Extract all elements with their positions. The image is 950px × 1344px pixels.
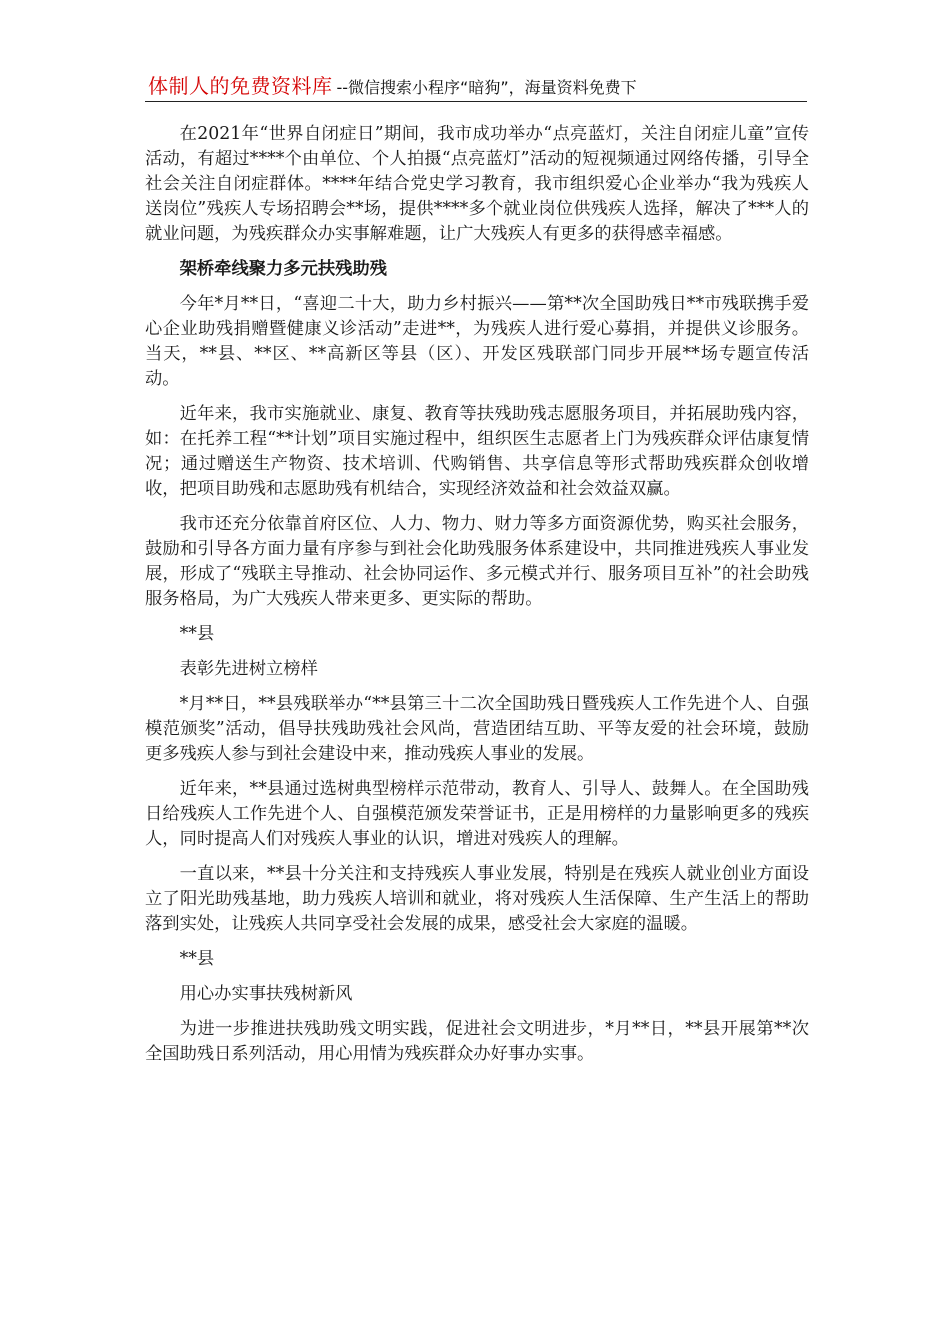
body-paragraph: 今年*月**日，“喜迎二十大，助力乡村振兴——第**次全国助残日**市残联携手爱心企业助残捐赠暨健康义诊活动”走进**，为残疾人进行爱心募捐，并提供义诊服务。当天，**县、**区、**高新区等县（区）、开发区残联部门同步开展**场专题宣传活动。 [145,294,809,389]
body-paragraph: 为进一步推进扶残助残文明实践，促进社会文明进步，*月**日，**县开展第**次全国助残日系列活动，用心用情为残疾群众办好事办实事。 [145,1019,809,1064]
body-paragraph: *月**日，**县残联举办“**县第三十二次全国助残日暨残疾人工作先进个人、自强模范颁奖”活动，倡导扶残助残社会风尚，营造团结互助、平等友爱的社会环境，鼓励更多残疾人参与到社会建设中来，推动残疾人事业的发展。 [145,694,809,764]
document-body [145,122,809,1077]
county-label: **县 [179,949,215,969]
page-header [148,70,802,102]
body-paragraph: 近年来，我市实施就业、康复、教育等扶残助残志愿服务项目，并拓展助残内容，如：在托养工程“**计划”项目实施过程中，组织医生志愿者上门为残疾群众评估康复情况；通过赠送生产物资、技术培训、代购销售、共享信息等形式帮助残疾群众创收增收，把项目助残和志愿助残有机结合，实现经济效益和社会效益双赢。 [145,404,809,499]
section-heading: 架桥牵线聚力多元扶残助残 [179,259,387,279]
header-tagline: --微信搜索小程序“暗狗”，海量资料免费下 [336,78,637,97]
header-divider [145,101,807,102]
county-label: **县 [179,624,215,644]
section-subheading: 用心办实事扶残树新风 [179,984,353,1004]
body-paragraph: 近年来，**县通过选树典型榜样示范带动，教育人、引导人、鼓舞人。在全国助残日给残疾人工作先进个人、自强模范颁发荣誉证书，正是用榜样的力量影响更多的残疾人，同时提高人们对残疾人事业的认识，增进对残疾人的理解。 [145,779,809,849]
section-subheading: 表彰先进树立榜样 [179,659,318,679]
body-paragraph: 我市还充分依靠首府区位、人力、物力、财力等多方面资源优势，购买社会服务，鼓励和引导各方面力量有序参与到社会化助残服务体系建设中，共同推进残疾人事业发展，形成了“残联主导推动、社会协同运作、多元模式并行、服务项目互补”的社会助残服务格局，为广大残疾人带来更多、更实际的帮助。 [145,514,809,609]
header-brand: 体制人的免费资料库 [148,74,333,98]
body-paragraph: 一直以来，**县十分关注和支持残疾人事业发展，特别是在残疾人就业创业方面设立了阳光助残基地，助力残疾人培训和就业，将对残疾人生活保障、生产生活上的帮助落到实处，让残疾人共同享受社会发展的成果，感受社会大家庭的温暖。 [145,864,809,934]
body-paragraph: 在2021年“世界自闭症日”期间，我市成功举办“点亮蓝灯，关注自闭症儿童”宣传活动，有超过****个由单位、个人拍摄“点亮蓝灯”活动的短视频通过网络传播，引导全社会关注自闭症群体。****年结合党史学习教育，我市组织爱心企业举办“我为残疾人送岗位”残疾人专场招聘会**场，提供****多个就业岗位供残疾人选择，解决了***人的就业问题，为残疾群众办实事解难题，让广大残疾人有更多的获得感幸福感。 [145,124,809,244]
